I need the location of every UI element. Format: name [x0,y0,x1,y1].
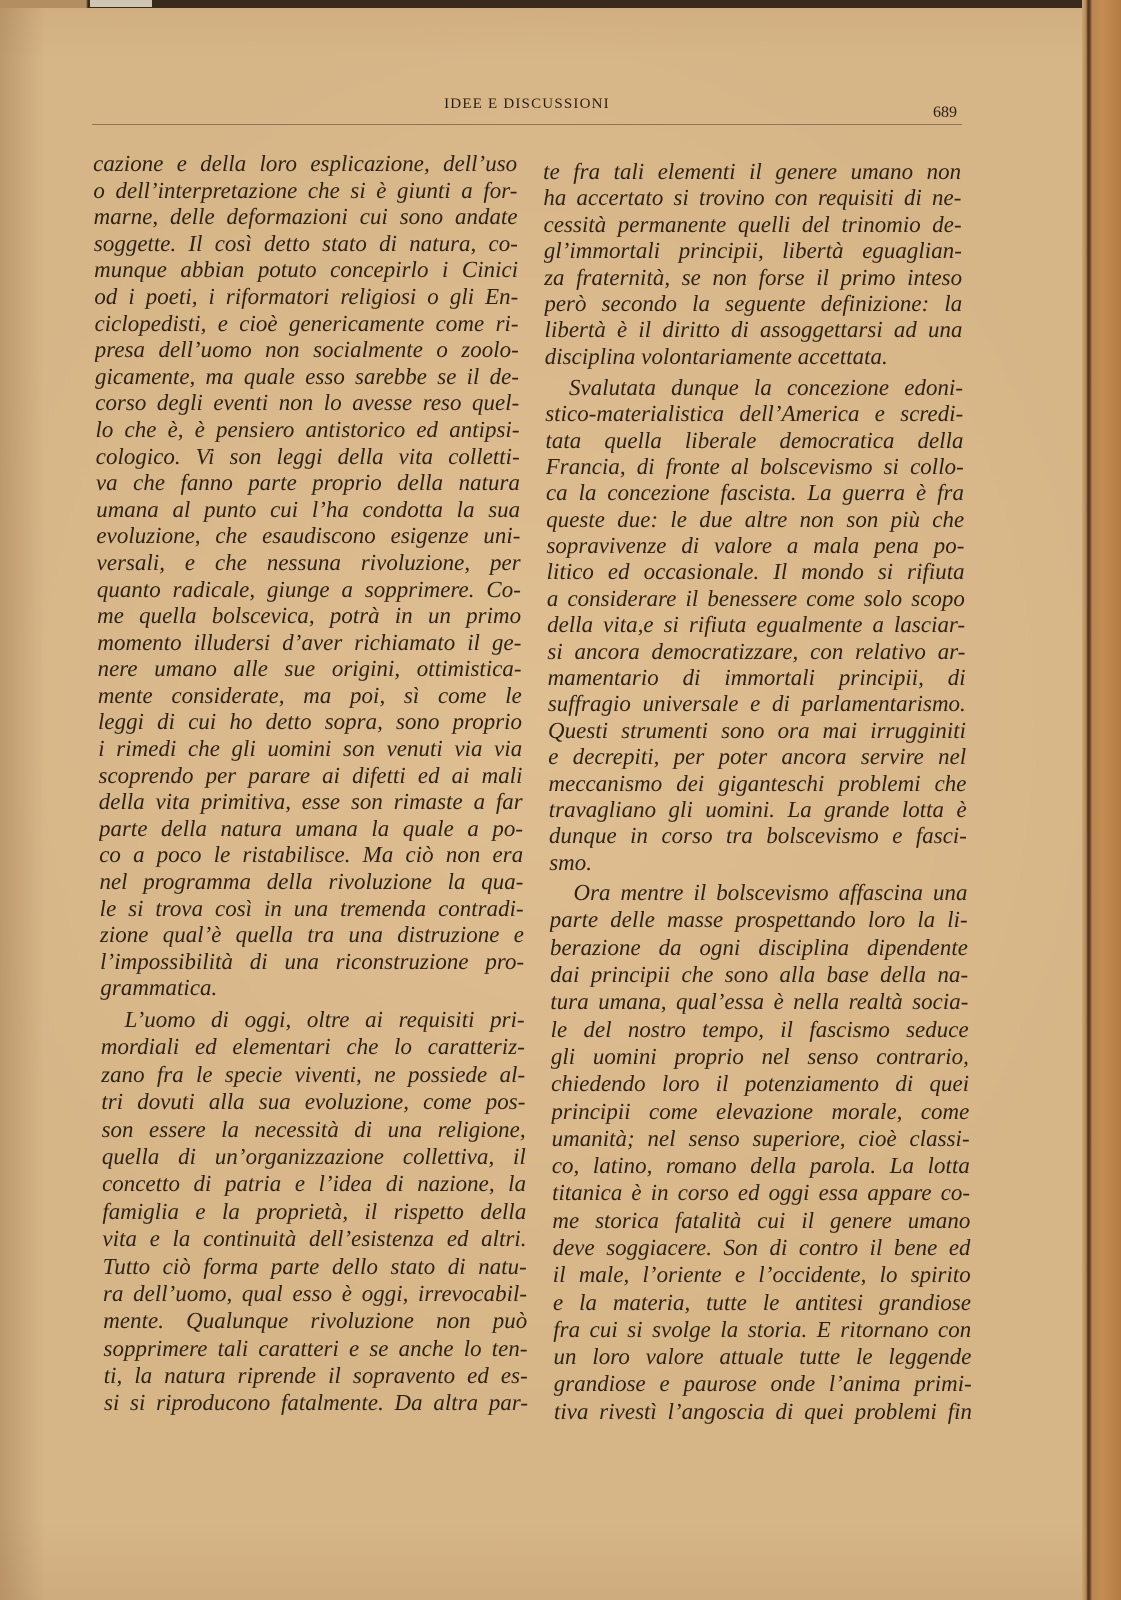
running-title: IDEE E DISCUSSIONI [444,96,610,112]
top-paper-scrap [90,0,152,7]
text-line: scoprendo per parare ai difetti ed ai mali [98,762,523,788]
text-line: quanto radicale, giunge a sopprimere. Co- [96,576,521,602]
text-line: L’uomo di oggi, oltre ai requisiti pri- [124,1007,525,1032]
text-line: umana al punto cui l’ha condotta la sua [96,496,521,522]
text-line: famiglia e la proprietà, il rispetto della [102,1198,527,1224]
text-line: berazione da ogni disciplina dipendente [549,934,968,960]
text-line: dai principii che sono alla base della na- [550,962,969,988]
text-line: Francia, di fronte al bolscevismo si collo- [545,453,964,479]
text-line: e la materia, tutte le antitesi grandiose [552,1289,972,1315]
text-line: Tutto ciò forma parte dello stato di natu- [102,1253,527,1279]
text-column-right [543,159,972,1425]
text-line: l’impossibilità di una riconstruzione pro- [99,948,525,974]
text-line: nere umano alle sue origini, ottimistica- [97,656,522,682]
text-line: ca la concezione fascista. La guerra è fra [545,480,965,506]
paragraph [545,375,967,876]
text-line: mordiali ed elementari che lo caratteriz- [100,1034,525,1060]
text-line: leggi di cui ho detto sopra, sono proprio [97,709,523,735]
text-line: versali, e che nessuna rivoluzione, per [96,549,521,575]
header-rule [92,124,962,125]
text-line: disciplina volontariamente accettata. [544,343,888,369]
text-line: dunque in corso tra bolscevismo e fasci- [548,823,968,849]
text-line: smo. [549,849,593,875]
text-line: me quella bolscevica, potrà in un primo [96,603,522,629]
text-line: vita e la continuità dell’esistenza ed altri. [102,1226,527,1252]
text-line: parte della natura umana la quale a po- [98,815,524,841]
text-line: Svalutata dunque la concezione edoni- [568,374,964,400]
paragraph [543,159,963,370]
text-line: lo che è, è pensiero antistorico ed antipsi- [95,416,520,442]
text-line: nel programma della rivoluzione la qua- [99,869,524,895]
text-line: suffragio universale e di parlamentarismo. [547,691,966,717]
text-line: cessità permanente quelli del trinomio de- [543,211,962,237]
text-line: te fra tali elementi il genere umano non [543,159,962,184]
text-line: corso degli eventi non lo avesse reso quel- [95,390,520,416]
book-gutter-edge [1082,0,1121,1600]
text-line: quella di un’organizzazione collettiva, il [101,1143,526,1169]
text-line: concetto di patria e l’idea di nazione, la [101,1171,527,1197]
text-line: si si riproducono fatalmente. Da altra par- [103,1390,529,1416]
text-line: me storica fatalità cui il genere umano [552,1207,971,1233]
text-line: grandiose e paurose onde l’anima primi- [553,1371,972,1397]
text-line: queste due: le due altre non son più che [546,506,965,532]
text-line: mente. Qualunque rivoluzione non può [103,1308,528,1334]
text-line: o dell’interpretazione che si è giunti a for- [93,177,518,203]
text-line: son essere la necessità di una religione, [101,1116,526,1142]
text-line: travagliano gli uomini. La grande lotta è [548,796,967,822]
text-line: litico ed occasionale. Il mondo si rifiuta [546,559,965,585]
text-line: momento illudersi d’aver richiamato il ge- [97,629,522,655]
text-line: gicamente, ma quale esso sarebbe se il de- [94,363,520,389]
text-line: cologico. Vi son leggi della vita colletti- [95,443,520,469]
text-line: della vita primitiva, esse son rimaste a far [98,789,523,815]
text-line: munque abbian potuto concepirlo i Cinici [93,257,519,283]
text-line: sopprimere tali caratteri e se anche lo ten- [103,1335,528,1361]
text-line: ra dell’uomo, qual esso è oggi, irrevocabil- [102,1280,528,1306]
text-line: grammatica. [100,975,218,1001]
text-line: però secondo la seguente definizione: la [544,290,963,316]
text-line: parte delle masse prospettando loro la li- [549,907,968,933]
text-line: ha accertato si trovino con requisiti di ne- [543,185,962,211]
text-line: titanica è in corso ed oggi essa appare co- [551,1180,971,1206]
text-line: il male, l’oriente e l’occidente, lo spirito [552,1262,971,1288]
text-line: umanità; nel senso superiore, cioè classi- [551,1125,970,1151]
text-line: od i poeti, i riformatori religiosi o gli En- [94,283,519,309]
text-line: chiedendo loro il potenziamento di quei [550,1071,970,1097]
text-line: gl’immortali principii, libertà eguaglian- [543,238,962,264]
text-line: cazione e della loro esplicazione, dell’uso [93,151,518,176]
left-page-shadow [0,0,45,1600]
text-line: Ora mentre il bolscevismo affascina una [573,880,968,906]
text-line: ti, la natura riprende il sopravento ed es- [103,1363,528,1389]
text-line: soggette. Il così detto stato di natura, co- [93,230,518,256]
paragraph [100,1006,528,1417]
text-line: Questi strumenti sono ora mai irrugginiti [547,717,967,743]
paragraph [549,879,972,1425]
text-line: ciclopedisti, e cioè genericamente come ri- [94,310,519,336]
text-line: mente considerate, ma poi, sì come le [97,682,522,708]
text-line: va che fanno parte proprio della natura [95,470,521,496]
text-line: sopravivenze di valore a mala pena po- [546,533,965,559]
text-line: libertà è il diritto di assoggettarsi ad una [544,317,963,343]
text-line: tata quella liberale democratica della [545,427,964,453]
text-line: fra cui si svolge la storia. E ritornano con [553,1316,972,1342]
text-line: evoluzione, che esaudiscono esigenze uni- [96,523,521,549]
text-line: tiva rivestì l’angoscia di quei problemi fin [553,1398,973,1424]
text-line: za fraternità, se non forse il primo inteso [543,264,963,290]
text-line: presa dell’uomo non socialmente o zoolo- [94,337,519,363]
text-column-left [93,151,528,1417]
text-line: e decrepiti, per poter ancora servire nel [548,744,967,770]
text-line: le si trova così in una tremenda contradi- [99,895,524,921]
text-line: gli uomini proprio nel senso contrario, [550,1043,969,1069]
text-line: tura umana, qual’essa è nella realtà socia- [550,989,969,1015]
page-number: 689 [933,104,957,121]
text-line: a considerare il benessere come solo scopo [546,585,965,611]
text-line: deve soggiacere. Son di contro il bene ed [552,1235,971,1260]
paragraph [93,151,524,1002]
text-line: le del nostro tempo, il fascismo seduce [550,1016,969,1042]
text-line: un loro valore attuale tutte le leggende [553,1344,972,1370]
text-line: zione qual’è quella tra una distruzione e [99,922,524,948]
text-line: principii come elevazione morale, come [551,1098,970,1124]
text-line: co, latino, romano della parola. La lotta [551,1153,970,1179]
text-line: marne, delle deformazioni cui sono andate [93,204,518,230]
text-line: tri dovuti alla sua evoluzione, come pos- [101,1089,526,1115]
text-line: zano fra le specie viventi, ne possiede al- [100,1061,526,1087]
text-line: si ancora democratizzare, con relativo ar- [547,638,966,664]
text-line: i rimedi che gli uomini son venuti via via [98,736,523,762]
text-line: mamentario di immortali principii, di [547,665,966,691]
top-page-edge [0,0,1121,8]
text-line: co a poco le ristabilisce. Ma ciò non era [99,842,524,868]
text-line: della vita,e si rifiuta egualmente a lasciar- [546,612,966,638]
text-line: meccanismo dei giganteschi problemi che [548,770,967,796]
text-line: stico-materialistica dell’America e scredi- [545,401,964,427]
